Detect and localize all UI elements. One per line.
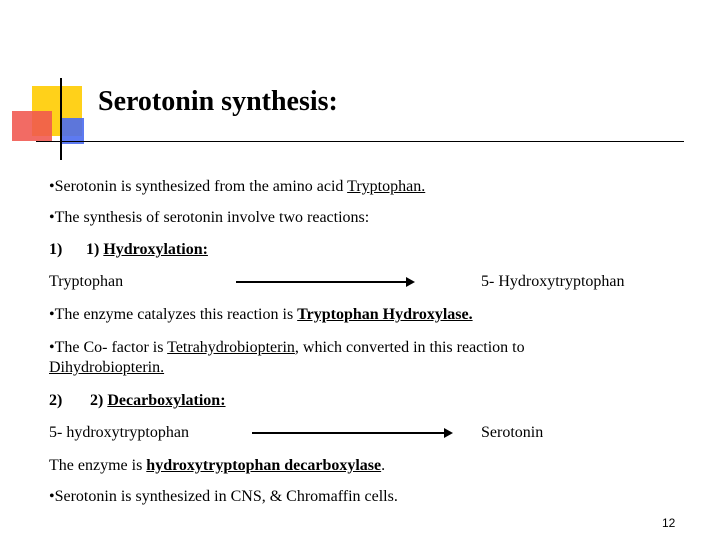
page-number: 12 xyxy=(662,516,676,530)
text-line-last: •Serotonin is synthesized in CNS, & Chromaffin cells. xyxy=(49,488,398,505)
reaction1-substrate: Tryptophan xyxy=(49,273,124,290)
page-title: Serotonin synthesis: xyxy=(98,86,338,117)
reaction2-arrowhead xyxy=(444,428,453,438)
dihydrobiopterin-term: Dihydrobiopterin. xyxy=(49,359,165,376)
cofactor-line xyxy=(49,338,525,357)
enzyme2-line xyxy=(49,456,385,475)
step1-heading xyxy=(86,240,208,259)
reaction1-arrowhead xyxy=(406,277,415,287)
vertical-line xyxy=(60,78,62,160)
hydroxylation-term: Hydroxylation: xyxy=(103,241,208,258)
tryptophan-hydroxylase-term: Tryptophan Hydroxylase. xyxy=(297,306,473,323)
step1-number: 1) xyxy=(49,241,63,258)
tetrahydrobiopterin-term: Tetrahydrobiopterin xyxy=(167,339,295,356)
step2-heading xyxy=(90,391,226,410)
enzyme2-prefix: The enzyme is xyxy=(49,457,147,474)
step2-number: 2) xyxy=(49,392,63,409)
text-line-1 xyxy=(49,177,425,196)
reaction2-arrow xyxy=(252,432,446,434)
horizontal-rule xyxy=(36,141,684,142)
enzyme2-suffix: . xyxy=(381,457,386,474)
reaction1-product: 5- Hydroxytryptophan xyxy=(481,273,625,290)
tryptophan-term: Tryptophan. xyxy=(347,178,426,195)
cofactor-suffix: , which converted in this reaction to xyxy=(294,339,525,356)
line1-text: •Serotonin is synthesized from the amino acid xyxy=(49,178,348,195)
red-square xyxy=(12,111,52,141)
enzyme1-prefix: •The enzyme catalyzes this reaction is xyxy=(49,306,298,323)
enzyme1-line xyxy=(49,305,473,324)
decarboxylation-term: Decarboxylation: xyxy=(107,392,226,409)
cofactor-prefix: •The Co- factor is xyxy=(49,339,168,356)
step1-prefix: 1) xyxy=(86,241,104,258)
reaction1-arrow xyxy=(236,281,408,283)
reaction2-substrate: 5- hydroxytryptophan xyxy=(49,424,189,441)
step2-prefix: 2) xyxy=(90,392,108,409)
reaction2-product: Serotonin xyxy=(481,424,544,441)
decorative-squares xyxy=(0,0,100,170)
text-line-2: •The synthesis of serotonin involve two reactions: xyxy=(49,209,370,226)
decarboxylase-term: hydroxytryptophan decarboxylase xyxy=(146,457,382,474)
